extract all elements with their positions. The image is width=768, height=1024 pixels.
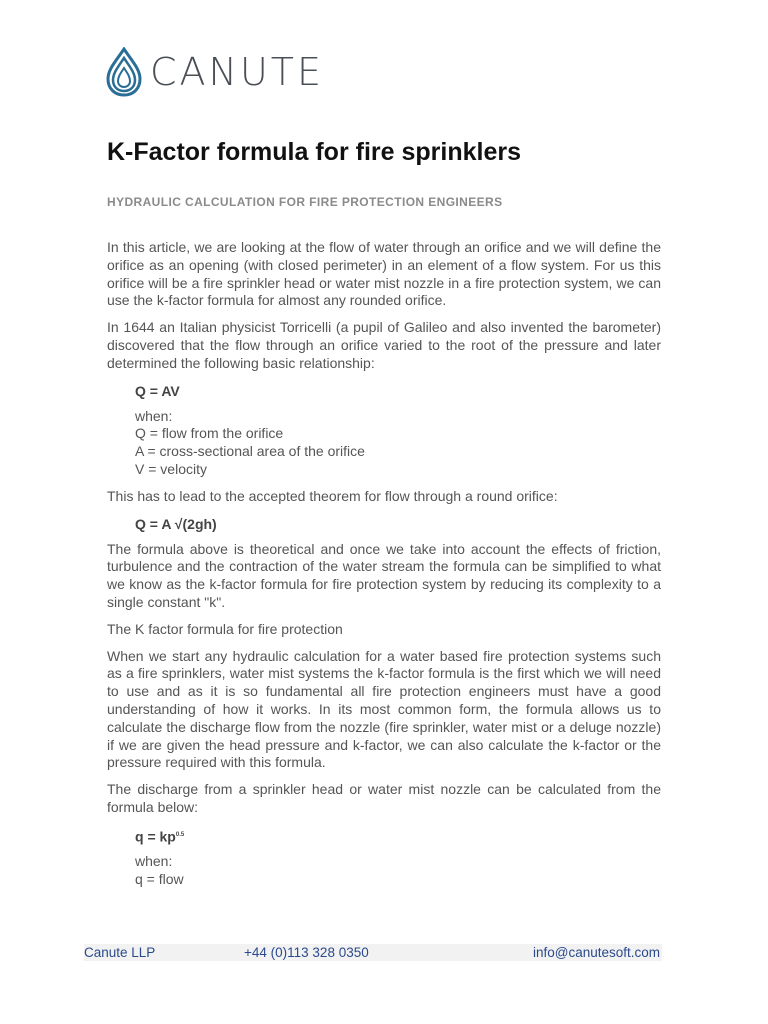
- footer-email[interactable]: info@canutesoft.com: [532, 945, 660, 960]
- paragraph-intro: In this article, we are looking at the flow of water through an orifice and we will define the orifice as an opening (with closed perimeter) in an element of a flow system. For us this orifice will be a fire sprinkler head or water mist nozzle in a fire protection system, we can use the k-factor formula for almost any rounded orifice.: [107, 239, 661, 309]
- definition-item: V = velocity: [135, 460, 207, 477]
- page-footer: [84, 944, 662, 961]
- formula-q-av: Q = AV: [135, 382, 180, 399]
- definition-list-2: [135, 853, 661, 889]
- paragraph-theoretical: The formula above is theoretical and once we take into account the effects of friction, turbulence and the contraction of the water stream the formula can be simplified to what we know as the k-factor formula for fire protection system by reducing its complexity to a single constant "k".: [107, 540, 661, 610]
- paragraph-theorem: This has to lead to the accepted theorem for flow through a round orifice:: [107, 487, 558, 504]
- page-title: K-Factor formula for fire sprinklers: [107, 138, 521, 166]
- section-heading: The K factor formula for fire protection: [107, 620, 343, 637]
- definition-item: q = flow: [135, 871, 184, 888]
- water-drop-icon: [106, 47, 142, 97]
- formula-exponent: 0.5: [175, 831, 185, 838]
- brand-name: CANUTE: [150, 50, 324, 94]
- footer-company: Canute LLP: [84, 945, 156, 960]
- article-body: [107, 239, 661, 898]
- definition-item: Q = flow from the orifice: [135, 425, 284, 442]
- formula-k-factor: [135, 826, 661, 846]
- paragraph-torricelli: In 1644 an Italian physicist Torricelli (a pupil of Galileo and also invented the barometer) discovered that the flow through an orifice varied to the root of the pressure and later determined the following basic relationship:: [107, 319, 661, 371]
- definition-item: A = cross-sectional area of the orifice: [135, 443, 365, 460]
- paragraph-discharge: The discharge from a sprinkler head or water mist nozzle can be calculated from the formula below:: [107, 781, 661, 815]
- footer-phone[interactable]: +44 (0)113 328 0350: [244, 945, 369, 960]
- definition-item: when:: [135, 853, 173, 870]
- definition-item: when:: [135, 407, 173, 424]
- paragraph-hydraulic: When we start any hydraulic calculation for a water based fire protection systems such as a fire sprinklers, water mist systems the k-factor formula is the first which we will need to use and as it is so fundamental all fire protection engineers must have a good understanding of how it works. In its most common form, the formula allows us to calculate the discharge flow from the nozzle (fire sprinkler, water mist or a deluge nozzle) if we are given the head pressure and k-factor, we can also calculate the k-factor or the pressure required with this formula.: [107, 647, 661, 771]
- formula-torricelli: Q = A √(2gh): [135, 515, 217, 532]
- page-subtitle: HYDRAULIC CALCULATION FOR FIRE PROTECTION ENGINEERS: [107, 195, 503, 209]
- definition-list: [135, 408, 661, 479]
- formula-base: q = kp: [135, 828, 176, 845]
- brand-logo: [106, 47, 324, 97]
